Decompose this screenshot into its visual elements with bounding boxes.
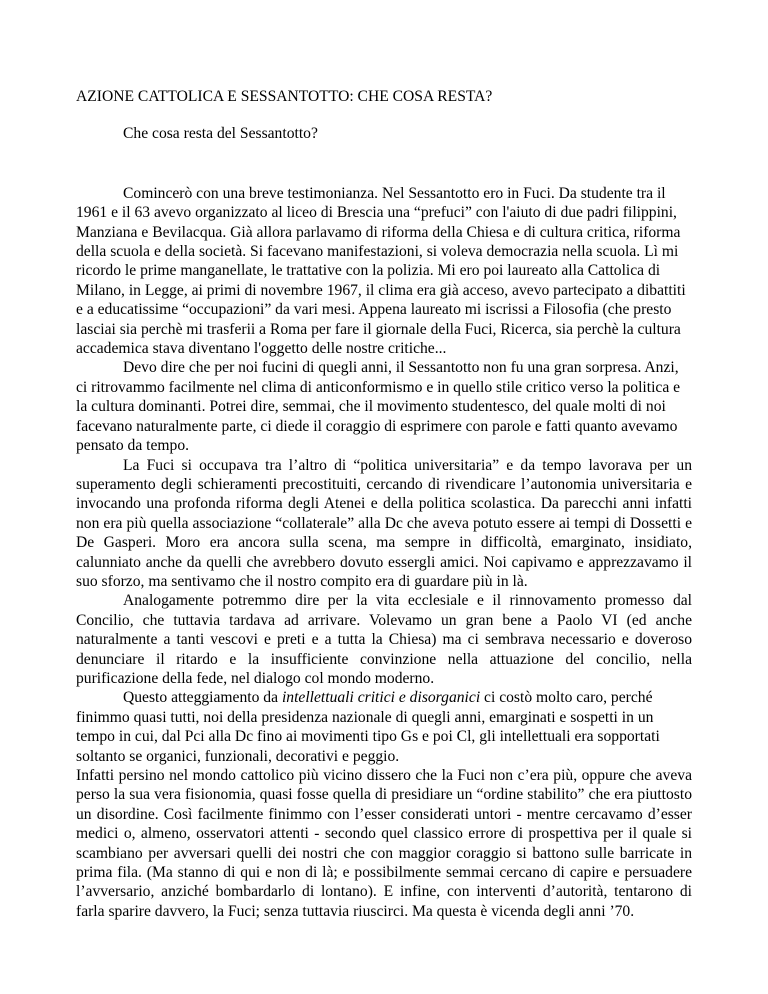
paragraph-council: Analogamente potremmo dire per la vita ecclesiale e il rinnovamento promesso dal Concilio, che tuttavia tardava ad arrivare. Volevamo un gran bene a Paolo VI (ed anche naturalmente a tanti vescovi e preti e a tutta la Chiesa) ma ci sembrava necessario e doveroso denunciare il ritardo e la insufficiente convinzione nella attuazione del concilio, nella purificazione della fede, nel dialogo col mondo moderno.	[76, 592, 692, 687]
paragraph-testimony: Comincerò con una breve testimonianza. Nel Sessantotto ero in Fuci. Da studente tra il 1961 e il 63 avevo organizzato al liceo di Brescia una “prefuci” con l'aiuto di due padri filippini, Manziana e Bevilacqua. Già allora parlavamo di riforma della Chiesa e di cultura critica, riforma della scuola e della società. Si facevano manifestazioni, si voleva democrazia nella scuola. Lì mi ricordo le prime manganellate, le trattative con la polizia. Mi ero poi laureato alla Cattolica di Milano, in Legge, ai primi di novembre 1967, il clima era già acceso, avevo partecipato a dibattiti e a educatissime “occupazioni” da vari mesi. Appena laureato mi iscrissi a Filosofia (che presto lasciai sia perchè mi trasferii a Roma per fare il giornale della Fuci, Ricerca, sia perchè la cultura accademica stava diventano l'oggetto delle nostre critiche...	[76, 184, 686, 358]
document-title: AZIONE CATTOLICA E SESSANTOTTO: CHE COSA RESTA?	[76, 88, 493, 105]
paragraph-sessantotto-surprise: Devo dire che per noi fucini di quegli anni, il Sessantotto non fu una gran sorpresa. Anzi, ci ritrovammo facilmente nel clima di anticonformismo e in quello stile critico verso la politica e la cultura dominanti. Potrei dire, semmai, che il movimento studentesco, del quale molti di noi facevano naturalmente parte, ci diede il coraggio di esprimere con parole e fatti quanto avevamo pensato da tempo.	[76, 359, 681, 455]
document-body	[76, 184, 692, 921]
paragraph-intellectuals-italic: intellettuali critici e disorganici	[281, 689, 481, 707]
paragraph-catholic-world: Infatti persino nel mondo cattolico più vicino dissero che la Fuci non c’era più, oppure che aveva perso la sua vera fisionomia, quasi fosse quella di presidiare un “ordine stabilito” che era piuttosto un disordine. Così facilmente finimmo con l’esser considerati untori - mentre cercavamo d’esser medici o, almeno, osservatori attenti - secondo quel classico errore di prospettiva per il quale si scambiano per avversari quelli dei nostri che con maggior coraggio si battono sulle barricate in prima fila. (Ma stanno di qui e non di là; e possibilmente semmai cercano di capire e persuadere l’avversario, anziché bombardarlo di lontano). E infine, con interventi d’autorità, tentarono di farla sparire davvero, la Fuci; senza tuttavia riuscirci. Ma questa è vicenda degli anni ’70.	[76, 767, 692, 920]
document-page	[76, 87, 692, 921]
paragraph-intellectuals	[76, 688, 692, 766]
paragraph-fuci-politics: La Fuci si occupava tra l’altro di “politica universitaria” e da tempo lavorava per un superamento degli schieramenti precostituiti, cercando di rivendicare l’autonomia universitaria e invocando una profonda riforma degli Atenei e della politica scolastica. Da parecchi anni infatti non era più quella associazione “collaterale” alla Dc che aveva potuto essere ai tempi di Dossetti e De Gasperi. Moro era ancora sulla scena, ma sempre in difficoltà, emarginato, insidiato, calunniato anche da quelli che avrebbero dovuto essergli amici. Noi capivamo e apprezzavamo il suo sforzo, ma sentivamo che il nostro compito era di guardare più in là.	[76, 456, 692, 590]
paragraph-intellectuals-before: Questo atteggiamento da	[123, 689, 282, 707]
document-subtitle: Che cosa resta del Sessantotto?	[123, 125, 318, 143]
paragraph-intellectuals-after: ci costò molto caro, perché finimmo quasi tutti, noi della presidenza nazionale di quegli anni, emarginati e sospetti in un tempo in cui, dal Pci alla Dc fino ai movimenti tipo Gs e poi Cl, gli intellettuali era sopportati soltanto se organici, funzionali, decorativi e peggio.	[76, 689, 660, 765]
